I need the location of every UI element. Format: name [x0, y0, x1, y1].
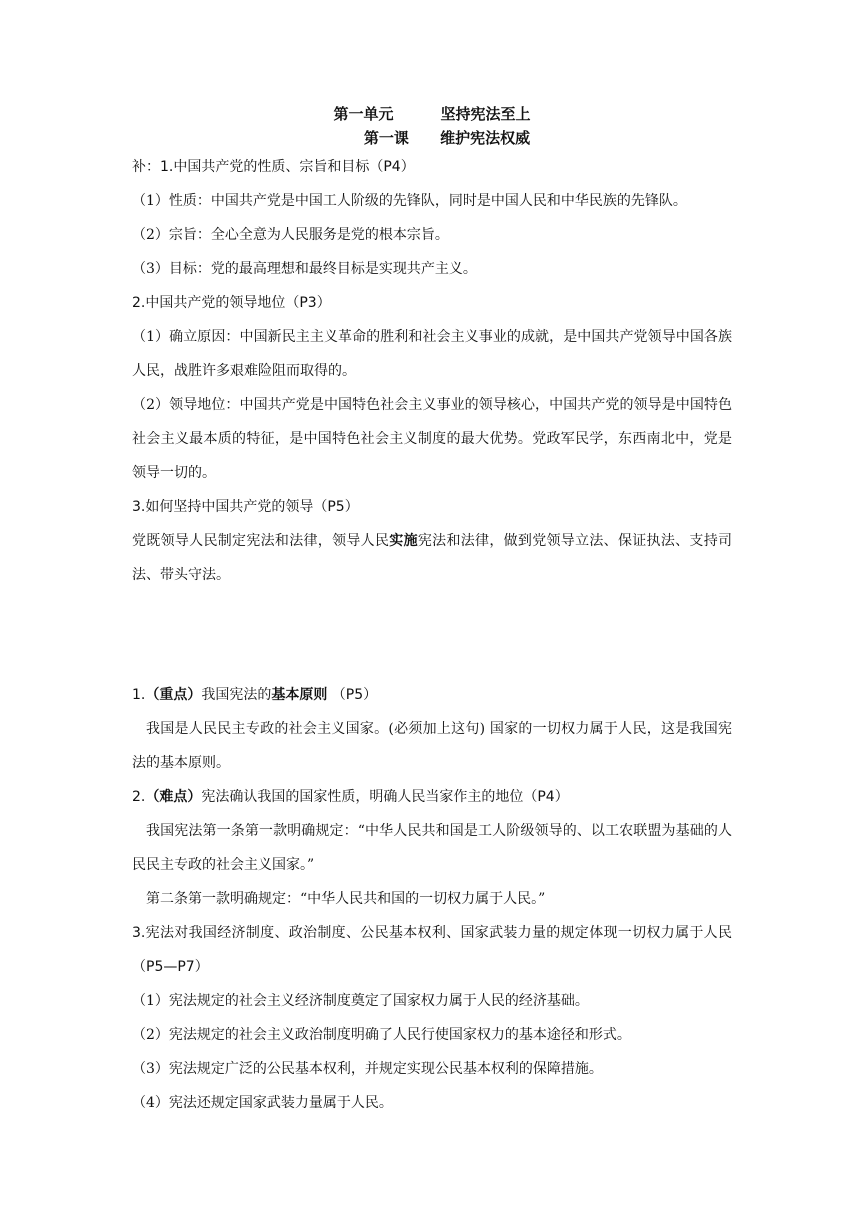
main-paragraph-basic-principle: 我国是人民民主专政的社会主义国家。(必须加上这句) 国家的一切权力属于人民，这是我国宪法的基本原则。	[132, 721, 732, 771]
supplement-item-nature: （1）性质：中国共产党是中国工人阶级的先锋队，同时是中国人民和中华民族的先锋队。	[132, 193, 687, 209]
supplement-item-purpose: （2）宗旨：全心全意为人民服务是党的根本宗旨。	[132, 227, 449, 243]
supplement-heading-3: 3.如何坚持中国共产党的领导（P5）	[132, 499, 359, 515]
lesson-title: 第一课 维护宪法权威	[363, 129, 531, 147]
main-heading-3: 3.宪法对我国经济制度、政治制度、公民基本权利、国家武装力量的规定体现一切权力属于人民（P5—P7）	[132, 925, 732, 975]
main-item-economic: （1）宪法规定的社会主义经济制度奠定了国家权力属于人民的经济基础。	[132, 993, 589, 1009]
main-item-political: （2）宪法规定的社会主义政治制度明确了人民行使国家权力的基本途径和形式。	[132, 1027, 631, 1043]
heading-number: 1.	[132, 687, 146, 703]
heading-number: 2.	[132, 789, 146, 805]
main-item-armed-forces: （4）宪法还规定国家武装力量属于人民。	[132, 1095, 393, 1111]
emphasis-text: 实施	[389, 533, 418, 549]
main-heading-2	[132, 780, 732, 814]
main-paragraph-article-one: 我国宪法第一条第一款明确规定：“中华人民共和国是工人阶级领导的、以工农联盟为基础的人民民主专政的社会主义国家。”	[132, 823, 732, 873]
difficult-point-tag: （难点）	[145, 789, 202, 805]
document-page	[132, 102, 732, 1120]
section-gap	[132, 592, 732, 678]
supplement-heading-2: 2.中国共产党的领导地位（P3）	[132, 295, 331, 311]
text-run: 我国宪法的	[201, 687, 272, 703]
unit-title: 第一单元 坚持宪法至上	[333, 105, 531, 123]
text-run: 党既领导人民制定宪法和法律，领导人民	[132, 533, 390, 549]
supplement-paragraph-party-leadership	[132, 524, 732, 592]
page-reference: （P5）	[327, 687, 378, 703]
supplement-item-goal: （3）目标：党的最高理想和最终目标是实现共产主义。	[132, 261, 477, 277]
key-point-tag: （重点）	[145, 687, 202, 703]
main-heading-1	[132, 678, 732, 712]
main-paragraph-article-two: 第二条第一款明确规定：“中华人民共和国的一切权力属于人民。”	[146, 891, 546, 907]
supplement-item-establish-reason: （1）确立原因：中国新民主主义革命的胜利和社会主义事业的成就，是中国共产党领导中国各族人民，战胜许多艰难险阻而取得的。	[132, 329, 732, 379]
main-item-rights: （3）宪法规定广泛的公民基本权利，并规定实现公民基本权利的保障措施。	[132, 1061, 603, 1077]
supplement-heading-1: 补：1.中国共产党的性质、宗旨和目标（P4）	[132, 159, 415, 175]
text-run: 宪法和法律，做到党领导立法、保证执法、支持司法、带头守法。	[132, 533, 733, 583]
supplement-item-leadership-status: （2）领导地位：中国共产党是中国特色社会主义事业的领导核心，中国共产党的领导是中国特色社会主义最本质的特征，是中国特色社会主义制度的最大优势。党政军民学，东西南北中，党是领导一切的。	[132, 397, 732, 481]
emphasis-text: 基本原则	[271, 687, 328, 703]
text-run: 宪法确认我国的国家性质，明确人民当家作主的地位（P4）	[201, 789, 569, 805]
